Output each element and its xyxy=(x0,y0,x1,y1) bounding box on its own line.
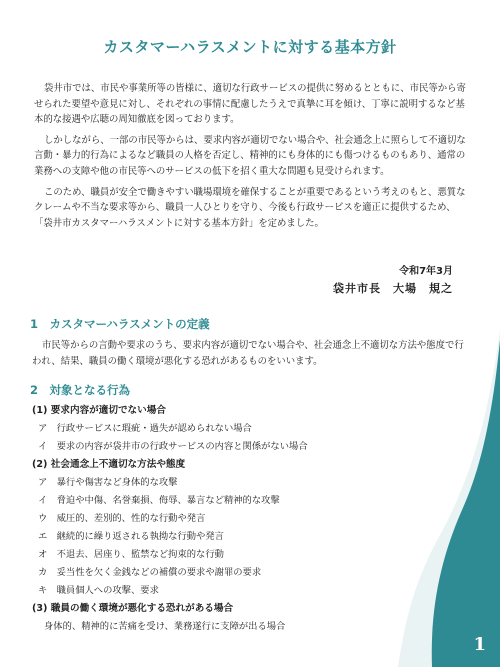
section1-heading: 1 カスタマーハラスメントの定義 xyxy=(30,317,210,331)
page-number: 1 xyxy=(473,634,486,655)
list-item: ア 行政サービスに瑕疵・過失が認められない場合 xyxy=(38,423,252,434)
list-item: キ 職員個人への攻撃、要求 xyxy=(38,585,159,596)
intro-paragraph: 袋井市では、市民や事業所等の皆様に、適切な行政サービスの提供に努めるとともに、市民等から寄せられた要望や意見に対し、それぞれの事情に配慮したうえで真摯に耳を傾け、丁寧に説明するなど基本的な接遇や広聴の周知徹底を図っております。 xyxy=(34,83,466,126)
section1-body: 市民等からの言動や要求のうち、要求内容が適切でない場合や、社会通念上不適切な方法や態度で行われ、結果、職員の働く環境が悪化する恐れがあるものをいいます。 xyxy=(32,340,464,367)
intro-paragraph: しかしながら、一部の市民等からは、要求内容が適切でない場合や、社会通念上に照らして不適切な言動・暴力的行為によるなど職員の人格を否定し、精神的にも身体的にも傷つけるものもあり、通常の業務への支障や他の市民等へのサービスの低下を招く重大な問題も見受けられます。 xyxy=(34,134,466,177)
list-item: イ 要求の内容が袋井市の行政サービスの内容と関係がない場合 xyxy=(38,441,308,452)
list-item: ウ 威圧的、差別的、性的な行動や発言 xyxy=(38,513,206,524)
subsection-heading: (2) 社会通念上不適切な方法や態度 xyxy=(32,459,186,470)
list-item: カ 妥当性を欠く金銭などの補償の要求や謝罪の要求 xyxy=(38,567,262,578)
target-actions-list xyxy=(32,402,462,636)
intro-text xyxy=(34,81,468,236)
subsection-heading: (3) 職員の働く環境が悪化する恐れがある場合 xyxy=(32,603,234,614)
list-item: オ 不退去、居座り、監禁など拘束的な行動 xyxy=(38,549,224,560)
subsection-heading: (1) 要求内容が適切でない場合 xyxy=(32,405,166,416)
signature-name: 袋井市長 大場 規之 xyxy=(333,282,453,295)
list-note: 身体的、精神的に苦痛を受け、業務遂行に支障が出る場合 xyxy=(44,621,286,632)
list-item: ア 暴行や傷害など身体的な攻撃 xyxy=(38,477,178,488)
list-item: イ 脅迫や中傷、名誉棄損、侮辱、暴言など精神的な攻撃 xyxy=(38,495,280,506)
list-item: エ 継続的に繰り返される執拗な行動や発言 xyxy=(38,531,224,542)
page-title: カスタマーハラスメントに対する基本方針 xyxy=(103,38,397,56)
section2-heading: 2 対象となる行為 xyxy=(30,383,131,397)
signature-date: 令和7年3月 xyxy=(399,266,453,277)
intro-paragraph: このため、職員が安全で働きやすい職場環境を確保することが重要であるという考えのもと、悪質なクレームや不当な要求等から、職員一人ひとりを守り、今後も行政サービスを適正に提供するため、「袋井市カスタマーハラスメントに対する基本方針」を定めました。 xyxy=(34,186,466,229)
